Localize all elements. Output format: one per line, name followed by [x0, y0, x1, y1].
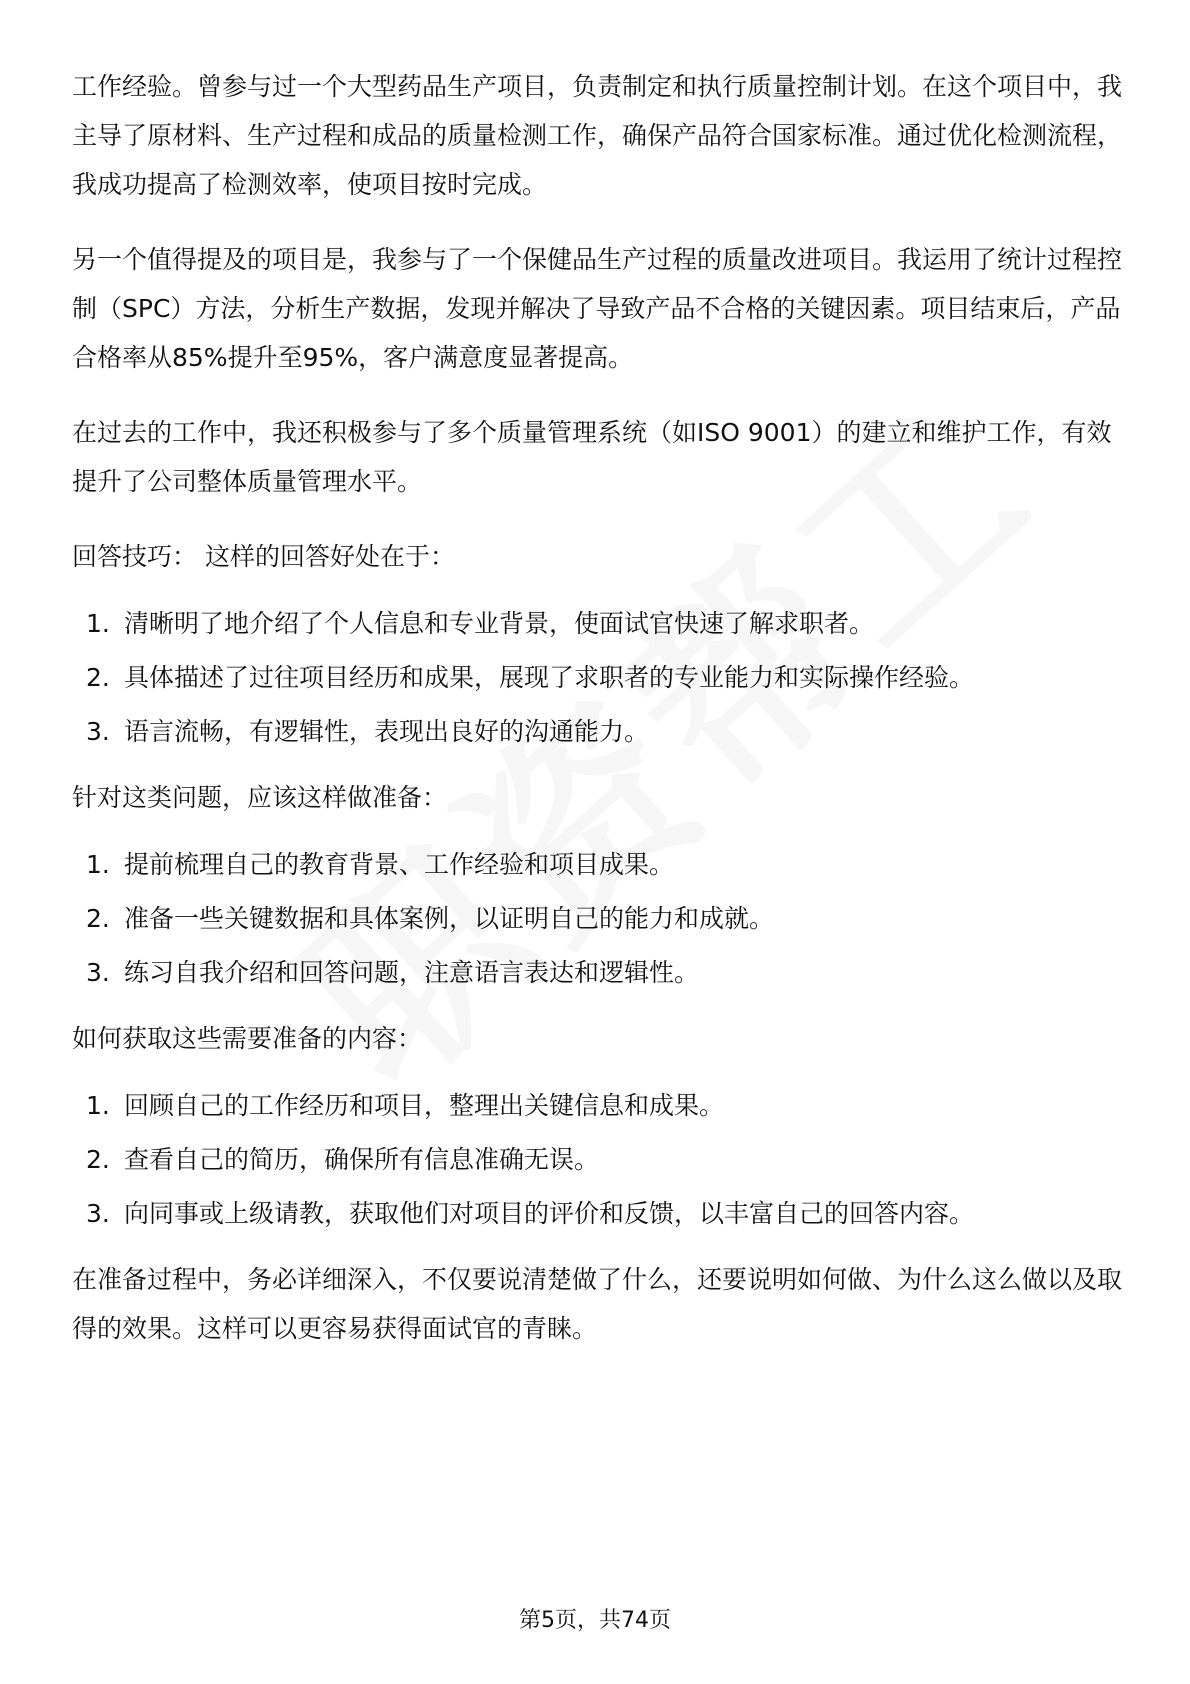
paragraph-work-experience: 工作经验。曾参与过一个大型药品生产项目，负责制定和执行质量控制计划。在这个项目中，我主导了原材料、生产过程和成品的质量检测工作，确保产品符合国家标准。通过优化检测流程，我成功提高了检测效率，使项目按时完成。: [72, 72, 1123, 199]
list-item: [72, 715, 1122, 749]
tips-list: [72, 607, 1122, 749]
list-item: [72, 1089, 1122, 1123]
list-text: 准备一些关键数据和具体案例，以证明自己的能力和成就。: [124, 904, 775, 933]
list-item: [72, 661, 1122, 695]
list-text: 查看自己的简历，确保所有信息准确无误。: [124, 1145, 600, 1174]
list-number: 2.: [86, 1145, 110, 1174]
list-item: [72, 1143, 1122, 1177]
list-number: 1.: [86, 609, 110, 638]
list-item: [72, 848, 1122, 882]
preparation-list: [72, 848, 1122, 990]
list-text: 向同事或上级请教，获取他们对项目的评价和反馈，以丰富自己的回答内容。: [124, 1199, 975, 1228]
list-number: 1.: [86, 1091, 110, 1120]
page-number: 第5页，共74页: [519, 1608, 671, 1633]
heading-how-to-obtain: 如何获取这些需要准备的内容：: [72, 1024, 423, 1053]
paragraph-closing: 在准备过程中，务必详细深入，不仅要说清楚做了什么，还要说明如何做、为什么这么做以及取得的效果。这样可以更容易获得面试官的青睐。: [72, 1265, 1123, 1343]
list-text: 回顾自己的工作经历和项目，整理出关键信息和成果。: [124, 1091, 725, 1120]
list-item: [72, 956, 1122, 990]
list-number: 2.: [86, 904, 110, 933]
list-item: [72, 902, 1122, 936]
list-number: 2.: [86, 663, 110, 692]
list-text: 练习自我介绍和回答问题，注意语言表达和逻辑性。: [124, 958, 700, 987]
list-text: 清晰明了地介绍了个人信息和专业背景，使面试官快速了解求职者。: [124, 609, 875, 638]
list-number: 1.: [86, 850, 110, 879]
paragraph-quality-system: 在过去的工作中，我还积极参与了多个质量管理系统（如ISO 9001）的建立和维护工作，有效提升了公司整体质量管理水平。: [72, 418, 1112, 496]
heading-answer-tips: 回答技巧： 这样的回答好处在于：: [72, 542, 455, 571]
list-number: 3.: [86, 958, 110, 987]
obtain-list: [72, 1089, 1122, 1231]
document-body: [72, 62, 1122, 1379]
paragraph-health-product-project: 另一个值得提及的项目是，我参与了一个保健品生产过程的质量改进项目。我运用了统计过程控制（SPC）方法，分析生产数据，发现并解决了导致产品不合格的关键因素。项目结束后，产品合格率从85%提升至95%，客户满意度显著提高。: [72, 245, 1123, 372]
list-number: 3.: [86, 1199, 110, 1228]
list-number: 3.: [86, 717, 110, 746]
list-item: [72, 607, 1122, 641]
heading-preparation: 针对这类问题，应该这样做准备：: [72, 783, 448, 812]
list-text: 提前梳理自己的教育背景、工作经验和项目成果。: [124, 850, 675, 879]
list-text: 具体描述了过往项目经历和成果，展现了求职者的专业能力和实际操作经验。: [124, 663, 975, 692]
list-text: 语言流畅，有逻辑性，表现出良好的沟通能力。: [124, 717, 650, 746]
list-item: [72, 1197, 1122, 1231]
